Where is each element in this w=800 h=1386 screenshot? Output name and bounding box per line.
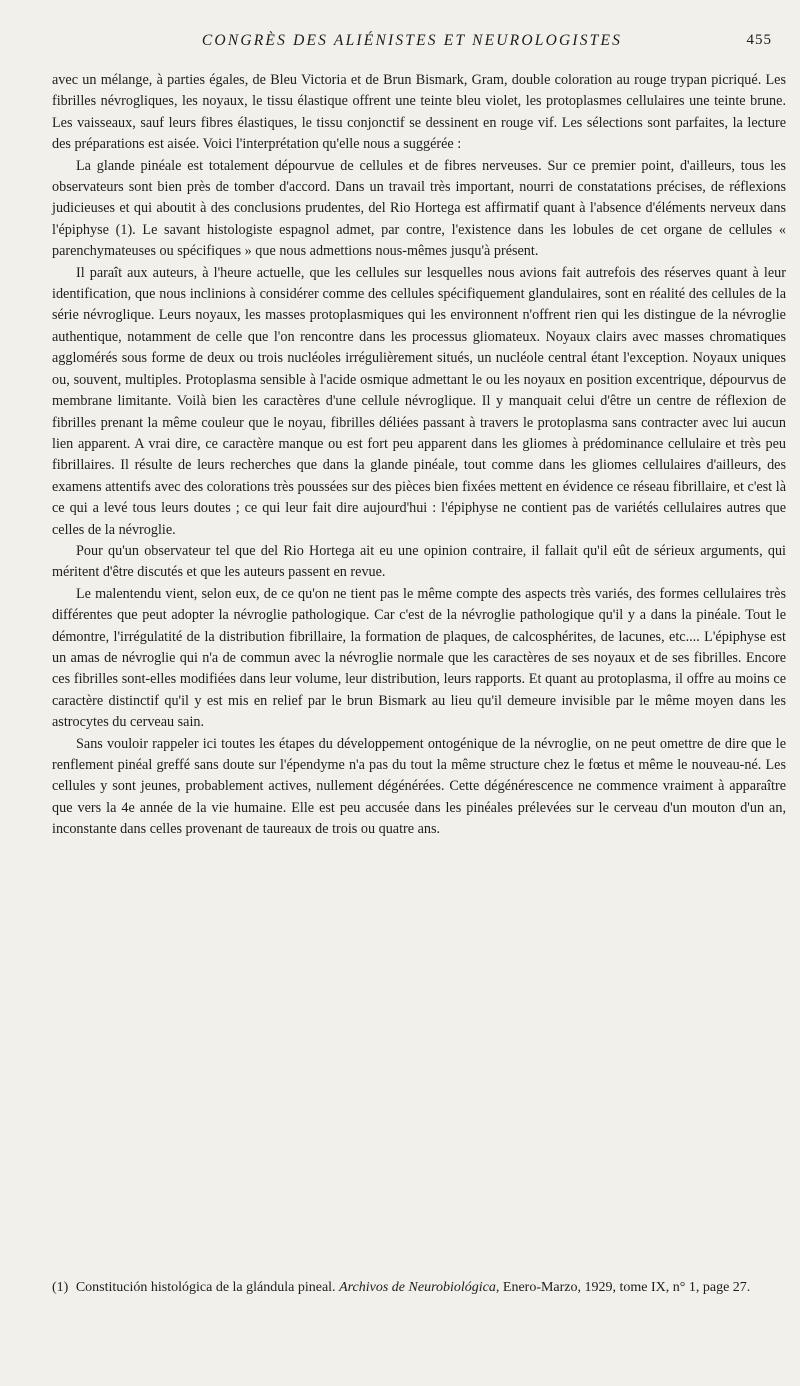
footnote-details: Enero-Marzo, 1929, tome IX, n° 1, page 27. [502,1280,751,1295]
page-header [52,32,772,54]
paragraph: Le malentendu vient, selon eux, de ce qu'on ne tient pas le même compte des aspects très variés, des formes cellulaires très différentes que peut adopter la névroglie pathologique. Car c'est de la névroglie pathologique qu'il y a dans la pinéale. Tout le démontre, l'irrégulatité de la distribution fibrillaire, la formation de plaques, de calcosphérites, de lacunes, etc.... L'épiphyse est un amas de névroglie qui n'a de commun avec la névroglie normale que les caractères de ses noyaux et de ses fibrilles. Encore ces fibrilles sont-elles modifiées dans leur volume, leur distribution, leurs rapports. Et quant au protoplasma, il offre au moins ce caractère distinctif qu'il y est mis en relief par le brun Bismark au lieu qu'il demeure invisible par le même moyen dans les astrocytes du cerveau sain. [52,585,786,731]
paragraph: avec un mélange, à parties égales, de Bleu Victoria et de Brun Bismark, Gram, double coloration au rouge trypan picriqué. Les fibrilles névrogliques, les noyaux, le tissu élastique offrent une teinte bleu violet, les protoplasmes cellulaires une teinte brune. Les vaisseaux, sauf leurs fibres élastiques, le tissu conjonctif se dessinent en rouge vif. Les sélections sont parfaites, la lecture des préparations est aisée. Voici l'interprétation qu'elle nous a suggérée : [52,72,786,153]
body-text [52,70,786,841]
footnote-title: Constitución histológica de la glándula pineal. [75,1280,336,1295]
paragraph: Pour qu'un observateur tel que del Rio Hortega ait eu une opinion contraire, il fallait qu'il eût de sérieux arguments, qui méritent d'être discutés et que les auteurs passent en revue. [52,542,786,581]
paragraph: Sans vouloir rappeler ici toutes les étapes du développement ontogénique de la névroglie, on ne peut omettre de dire que le renflement pinéal greffé sans doute sur l'épendyme n'a pas du tout la même structure chez le fœtus et même le nouveau-né. Les cellules y sont jeunes, probablement actives, nullement dégénérées. Cette dégénérescence ne commence vraiment à apparaître que vers la 4e année de la vie humaine. Elle est peu accusée dans les pinéales prélevées sur le cerveau d'un mouton d'un an, inconstante dans celles provenant de taureaux de trois ou quatre ans. [52,735,786,838]
footnote [52,1278,786,1298]
running-head: CONGRÈS DES ALIÉNISTES ET NEUROLOGISTES [201,32,623,49]
paragraph: Il paraît aux auteurs, à l'heure actuelle, que les cellules sur lesquelles nous avions fait autrefois des réserves quant à leur identification, que nous inclinions à considérer comme des cellules spécifiquement glandulaires, sont en réalité des cellules de la série névroglique. Leurs noyaux, les masses protoplasmiques qui les environnent n'offrent rien qui les distingue de la névroglie authentique, notamment de celle que l'on rencontre dans les processus gliomateux. Noyaux clairs avec masses chromatiques agglomérés sous forme de deux ou trois nucléoles irrégulièrement situés, un nucléole central étant l'exception. Noyaux uniques ou, souvent, multiples. Protoplasma sensible à l'acide osmique admettant le ou les noyaux en position excentrique, dépourvus de membrane limitante. Voilà bien les caractères d'une cellule névroglique. Il y manquait celui d'être un centre de réflexion de fibrilles prenant la même couleur que le noyau, fibrilles déliées passant à travers le protoplasma sans contracter avec lui aucun lien apparent. A vrai dire, ce caractère manque ou est fort peu apparent dans les gliomes à prédominance cellulaire et très peu fibrillaires. Il résulte de leurs recherches que dans la glande pinéale, tout comme dans les gliomes cellulaires d'ailleurs, des examens attentifs avec des colorations très poussées sur des pièces bien fixées mettent en évidence ce réseau fibrillaire, et c'est là ce qui a levé tous leurs doutes ; ce qui leur fait dire aujourd'hui : l'épiphyse ne contient pas de variétés cellulaires autres que celles de la névroglie. [52,264,786,538]
footnote-marker: (1) [52,1280,69,1295]
page-number: 455 [746,32,772,48]
paragraph: La glande pinéale est totalement dépourvue de cellules et de fibres nerveuses. Sur ce premier point, d'ailleurs, tous les observateurs sont bien près de tomber d'accord. Dans un travail très important, nourri de constatations précises, de réflexions judicieuses et qui aboutit à des conclusions prudentes, del Rio Hortega est affirmatif quant à l'absence d'éléments nerveux dans l'épiphyse (1). Le savant histologiste espagnol admet, par contre, l'existence dans les lobules de cet organe de cellules « parenchymateuses ou spécifiques » que nous admettions nous-mêmes jusqu'à présent. [52,157,786,260]
footnote-journal: Archivos de Neurobiológica, [339,1280,500,1295]
